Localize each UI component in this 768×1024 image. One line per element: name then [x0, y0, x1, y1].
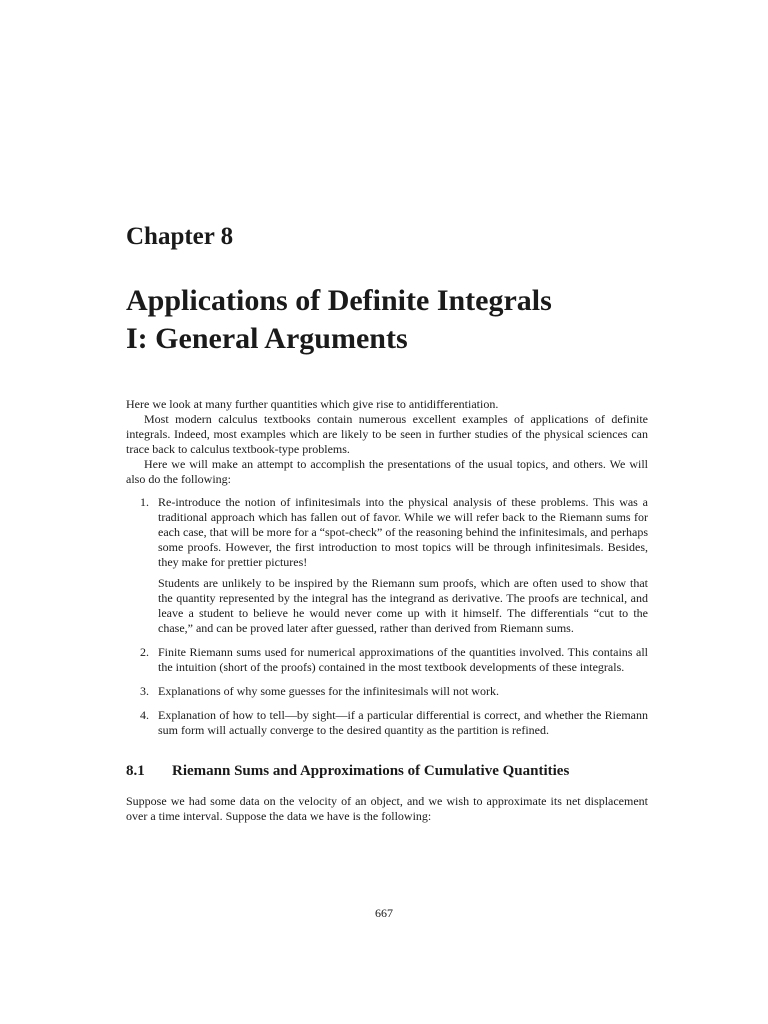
list-item-text-continued: Students are unlikely to be inspired by the Riemann sum proofs, which are often used to show that the quantity represented by the integral has the integrand as derivative. The proofs are technical, and leave a student to believe he would never come up with it himself. The differentials “cut to the chase,” and can be proved later after guessed, rather than derived from Riemann sums.: [158, 576, 648, 635]
list-item-number: 4.: [140, 708, 149, 722]
intro-paragraph-2: Most modern calculus textbooks contain numerous excellent examples of applications of definite integrals. Indeed, most examples which are likely to be seen in further studies of the physical sciences can trace back to calculus textbook-type problems.: [126, 412, 648, 456]
chapter-title-line-1: Applications of Definite Integrals: [126, 284, 552, 317]
section-paragraph: Suppose we had some data on the velocity of an object, and we wish to approximate its net displacement over a time interval. Suppose the data we have is the following:: [126, 794, 648, 823]
list-item-number: 3.: [140, 684, 149, 698]
intro-paragraph-1: Here we look at many further quantities which give rise to antidifferentiation.: [126, 397, 499, 411]
list-item: [126, 645, 648, 675]
chapter-title-line-2: I: General Arguments: [126, 322, 408, 355]
chapter-label: Chapter 8: [126, 223, 234, 250]
intro-paragraph-3: Here we will make an attempt to accomplish the presentations of the usual topics, and others. We will also do the following:: [126, 457, 648, 486]
chapter-body: [126, 397, 648, 824]
list-item-number: 2.: [140, 645, 149, 659]
section-number: 8.1: [126, 763, 145, 779]
page-number: 667: [375, 906, 393, 920]
list-item-number: 1.: [140, 495, 149, 509]
goals-list: [126, 495, 648, 738]
list-item-text: Re-introduce the notion of infinitesimals into the physical analysis of these problems. This was a traditional approach which has fallen out of favor. While we will refer back to the Riemann sums for each case, that will be more for a “spot-check” of the reasoning behind the infinitesimals, and perhaps some proofs. However, the first introduction to most topics will be through infinitesimals. Besides, they make for prettier pictures!: [158, 495, 648, 569]
list-item: [126, 684, 648, 699]
chapter-title: [126, 282, 686, 358]
section-heading: [126, 760, 648, 782]
section-title: Riemann Sums and Approximations of Cumulative Quantities: [172, 763, 570, 779]
list-item-text: Finite Riemann sums used for numerical approximations of the quantities involved. This contains all the intuition (short of the proofs) contained in the most textbook developments of these integrals.: [158, 645, 648, 674]
list-item-text: Explanations of why some guesses for the infinitesimals will not work.: [158, 684, 499, 698]
list-item-text: Explanation of how to tell—by sight—if a particular differential is correct, and whether the Riemann sum form will actually converge to the desired quantity as the partition is refined.: [158, 708, 648, 737]
list-item: [126, 495, 648, 636]
list-item: [126, 708, 648, 738]
